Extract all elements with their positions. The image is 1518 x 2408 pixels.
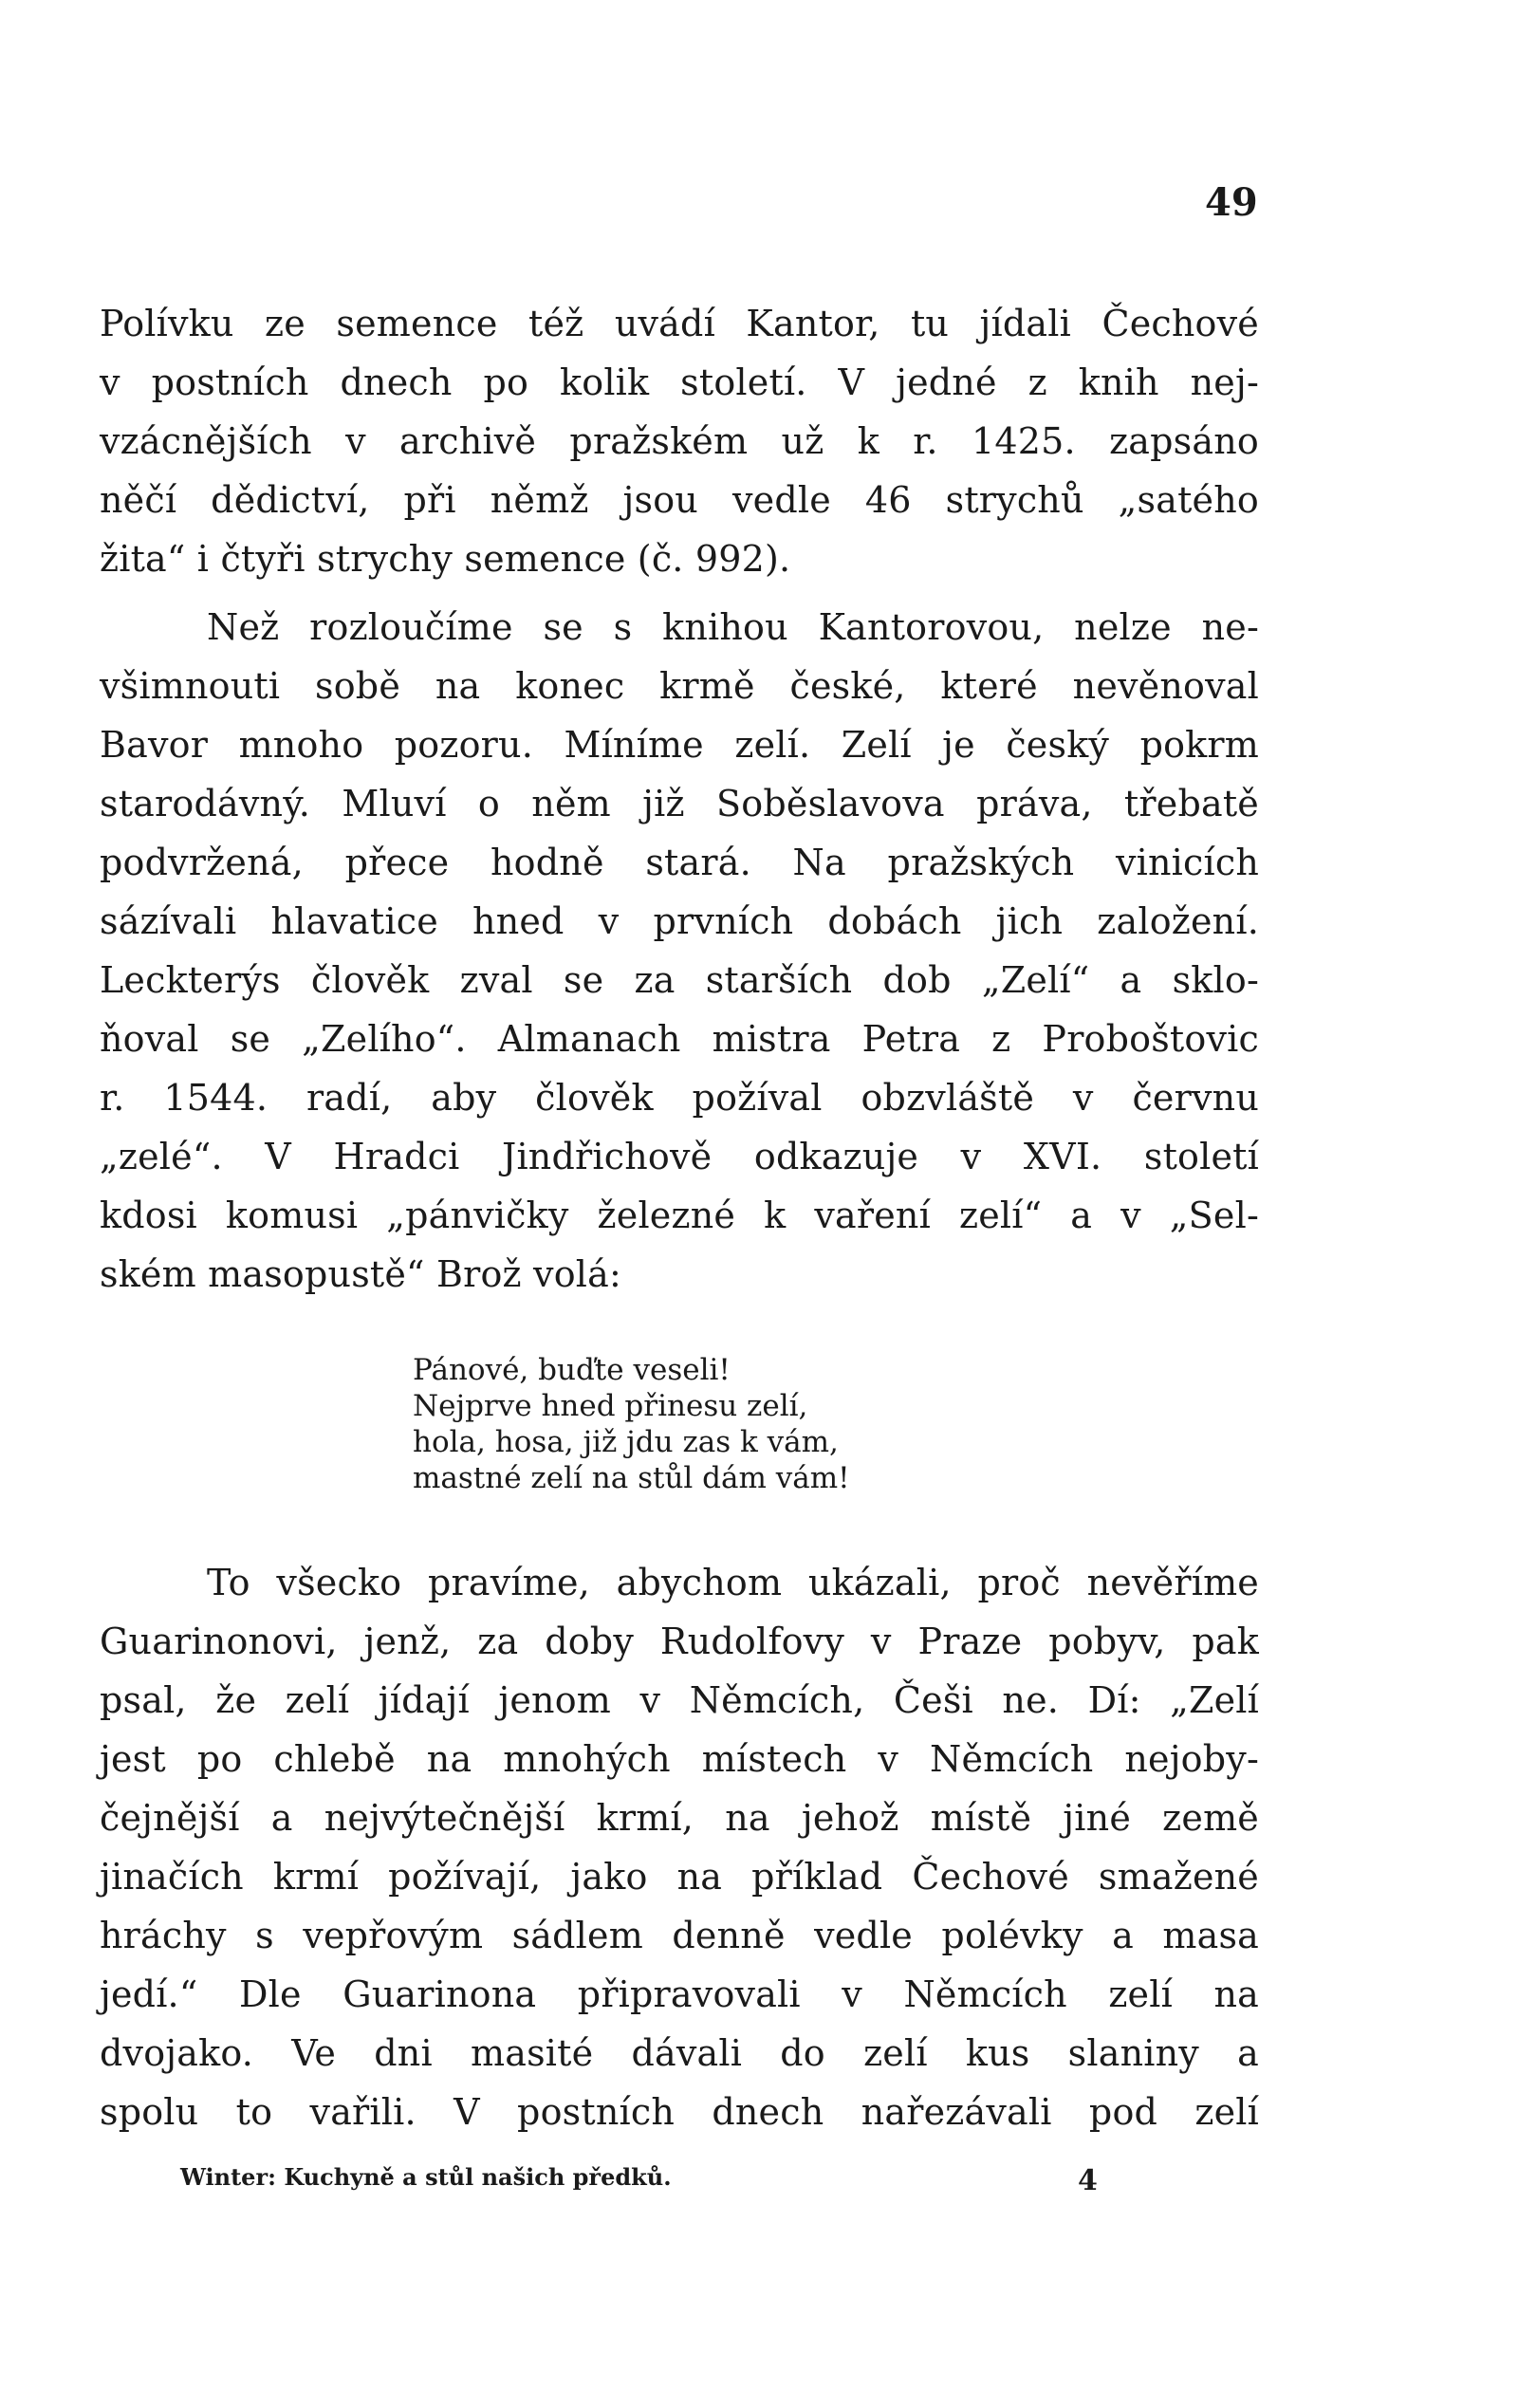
text-line: vzácnějších v archivě pražském už k r. 1425. zapsáno bbox=[100, 420, 1259, 462]
verse-line: Nejprve hned přinesu zelí, bbox=[413, 1389, 808, 1423]
text-line: starodávný. Mluví o něm již Soběslavova práva, třebatě bbox=[100, 783, 1259, 824]
text-line: jedí.“ Dle Guarinona připravovali v Němcích zelí na bbox=[100, 1973, 1259, 2015]
text-line: dvojako. Ve dni masité dávali do zelí kus slaniny a bbox=[100, 2032, 1259, 2074]
text-line: žita“ i čtyři strychy semence (č. 992). bbox=[100, 538, 791, 580]
text-line: Než rozloučíme se s knihou Kantorovou, nelze ne- bbox=[207, 606, 1259, 648]
text-line: čejnější a nejvýtečnější krmí, na jehož místě jiné země bbox=[100, 1797, 1259, 1839]
text-line: Guarinonovi, jenž, za doby Rudolfovy v Praze pobyv, pak bbox=[100, 1621, 1259, 1662]
verse-line: mastné zelí na stůl dám vám! bbox=[413, 1461, 850, 1495]
verse-line: Pánové, buďte veseli! bbox=[413, 1353, 731, 1387]
text-line: hráchy s vepřovým sádlem denně vedle polévky a masa bbox=[100, 1915, 1259, 1956]
text-line: něčí dědictví, při němž jsou vedle 46 strychů „satého bbox=[100, 479, 1259, 521]
text-line: To všecko pravíme, abychom ukázali, proč nevěříme bbox=[207, 1562, 1259, 1603]
text-line: psal, že zelí jídají jenom v Němcích, Češi ne. Dí: „Zelí bbox=[100, 1679, 1259, 1721]
text-line: podvržená, přece hodně stará. Na pražských vinicích bbox=[100, 842, 1259, 883]
text-line: kdosi komusi „pánvičky železné k vaření zelí“ a v „Sel- bbox=[100, 1195, 1259, 1236]
text-line: sázívali hlavatice hned v prvních dobách jich založení. bbox=[100, 900, 1259, 942]
signature-mark: 4 bbox=[1078, 2164, 1098, 2197]
verse-line: hola, hosa, již jdu zas k vám, bbox=[413, 1425, 839, 1459]
text-line: jinačích krmí požívají, jako na příklad Čechové smažené bbox=[100, 1856, 1259, 1898]
text-line: ském masopustě“ Brož volá: bbox=[100, 1253, 621, 1295]
text-line: všimnouti sobě na konec krmě české, které nevěnoval bbox=[100, 665, 1259, 707]
text-line: v postních dnech po kolik století. V jedné z knih nej- bbox=[100, 361, 1259, 403]
footer-note: Winter: Kuchyně a stůl našich předků. bbox=[180, 2163, 672, 2191]
page-number: 49 bbox=[1205, 180, 1258, 225]
text-line: spolu to vařili. V postních dnech nařezávali pod zelí bbox=[100, 2091, 1259, 2133]
text-line: Polívku ze semence též uvádí Kantor, tu jídali Čechové bbox=[100, 303, 1259, 344]
text-line: ňoval se „Zelího“. Almanach mistra Petra z Proboštovic bbox=[100, 1018, 1259, 1060]
text-line: r. 1544. radí, aby člověk požíval obzvláště v červnu bbox=[100, 1077, 1259, 1119]
text-line: Bavor mnoho pozoru. Míníme zelí. Zelí je český pokrm bbox=[100, 724, 1259, 766]
text-line: „zelé“. V Hradci Jindřichově odkazuje v XVI. století bbox=[100, 1136, 1259, 1177]
text-line: jest po chlebě na mnohých místech v Němcích nejoby- bbox=[100, 1738, 1259, 1780]
text-line: Leckterýs člověk zval se za starších dob „Zelí“ a sklo- bbox=[100, 959, 1259, 1001]
